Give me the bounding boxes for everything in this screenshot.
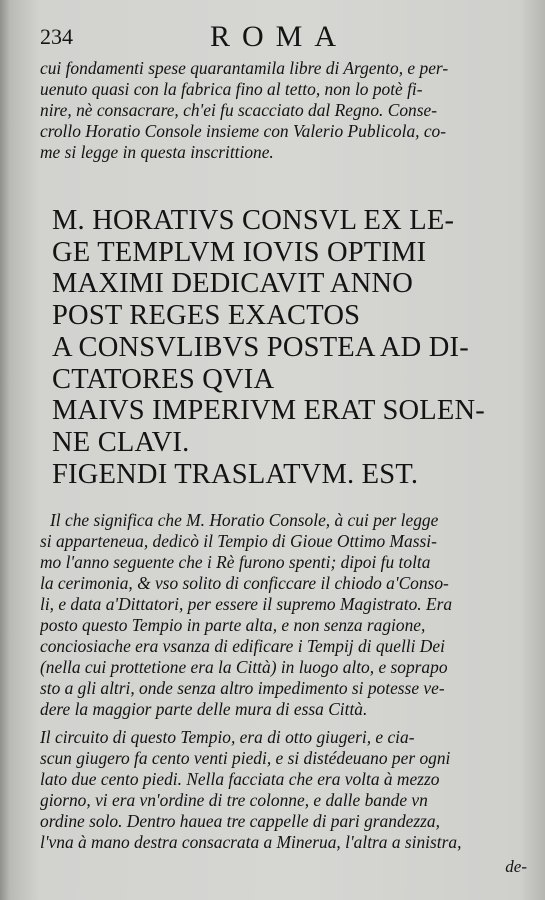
- page-header: [40, 20, 520, 54]
- text-line: uenuto quasi con la fabrica fino al tetto, non lo potè fi-: [40, 79, 423, 99]
- text-line: giorno, vi era vn'ordine di tre colonne, e dalle bande vn: [40, 790, 428, 810]
- text-line: scun giugero fa cento venti piedi, e si distédeuano per ogni: [40, 748, 451, 768]
- text-line: nire, nè consacrare, ch'ei fu scacciato dal Regno. Conse-: [40, 100, 438, 120]
- text-line: posto questo Tempio in parte alta, e non senza ragione,: [40, 615, 426, 635]
- text-line: conciosiache era vsanza di edificare i Tempij di quelli Dei: [40, 636, 445, 656]
- running-title: ROMA: [210, 20, 349, 53]
- text-line: sto a gli altri, onde senza altro impedimento si potesse ve-: [40, 678, 445, 698]
- text-line: dere la maggior parte delle mura di essa Città.: [40, 699, 368, 719]
- inscription-line: M. HORATIVS CONSVL EX LE-: [52, 205, 455, 236]
- text-line: Il circuito di questo Tempio, era di otto giugeri, e cia-: [40, 727, 415, 747]
- inscription-line: POST REGES EXACTOS: [52, 300, 361, 332]
- page-number: 234: [40, 24, 73, 49]
- paragraph-1: [40, 58, 520, 163]
- text-line: mo l'anno seguente che i Rè furono spenti; dipoi fu tolta: [40, 552, 431, 572]
- paragraph-3: [40, 727, 520, 853]
- text-line: cui fondamenti spese quarantamila libre di Argento, e per-: [40, 58, 449, 78]
- text-line: me si legge in questa inscrittione.: [40, 142, 274, 162]
- inscription-line: CTATORES QVIA: [52, 363, 275, 395]
- text-line: lato due cento piedi. Nella facciata che era volta à mezzo: [40, 769, 440, 789]
- inscription-line: A CONSVLIBVS POSTEA AD DI-: [52, 331, 469, 363]
- catchword: de-: [505, 857, 527, 876]
- text-line: si apparteneua, dedicò il Tempio di Gioue Ottimo Massi-: [40, 531, 437, 551]
- text-line: ordine solo. Dentro hauea tre cappelle di pari grandezza,: [40, 811, 440, 831]
- inscription-line: NE CLAVI.: [52, 426, 190, 458]
- text-line: li, e data a'Dittatori, per essere il supremo Magistrato. Era: [40, 594, 453, 614]
- text-line: l'vna à mano destra consacrata a Minerua, l'altra a sinistra,: [40, 832, 462, 852]
- paragraph-2: [40, 510, 520, 720]
- text-line: crollo Horatio Console insieme con Valerio Publicola, co-: [40, 121, 447, 141]
- inscription-line: FIGENDI TRASLATVM. EST.: [52, 458, 419, 490]
- inscription-line: GE TEMPLVM IOVIS OPTIMI: [52, 236, 427, 268]
- text-line: la cerimonia, & vso solito di conficcare il chiodo a'Conso-: [40, 573, 449, 593]
- inscription-line: MAIVS IMPERIVM ERAT SOLEN-: [52, 395, 485, 427]
- inscription-line: MAXIMI DEDICAVIT ANNO: [52, 268, 413, 300]
- text-line: (nella cui prottetione era la Città) in luogo alto, e soprapo: [40, 657, 448, 677]
- text-line: Il che significa che M. Horatio Console, à cui per legge: [50, 510, 439, 530]
- latin-inscription: [52, 205, 522, 490]
